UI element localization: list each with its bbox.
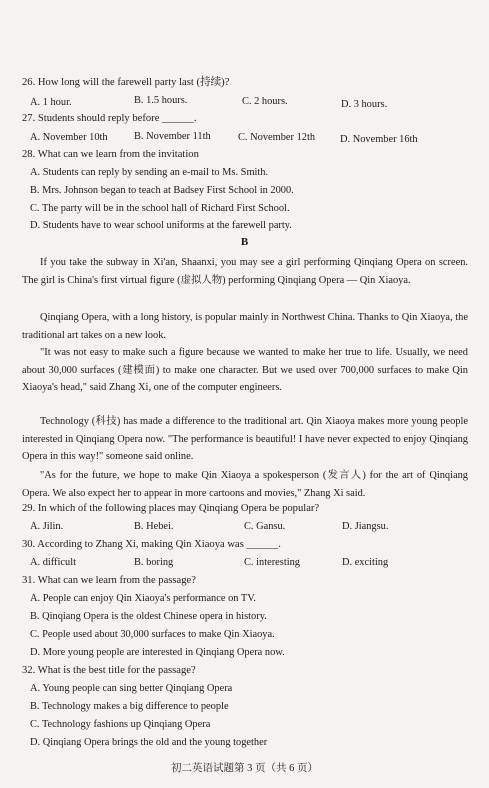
page-footer: 初二英语试题第 3 页（共 6 页） <box>171 763 318 774</box>
q28-option-c: C. The party will be in the school hall of Richard First School. <box>30 203 290 214</box>
q28-option-a: A. Students can reply by sending an e-mail to Ms. Smith. <box>30 167 269 178</box>
question-31-stem: 31. What can we learn from the passage? <box>22 575 196 586</box>
passage-paragraph-1: If you take the subway in Xi'an, Shaanxi, you may see a girl performing Qinqiang Opera on screen. The girl is China's first virtual figure (虚拟人物) performing Qinqiang Opera — Qin Xiaoya. <box>22 257 468 286</box>
q26-option-a: A. 1 hour. <box>30 97 72 108</box>
question-30-stem: 30. According to Zhang Xi, making Qin Xiaoya was ______. <box>22 539 281 550</box>
q32-option-a: A. Young people can sing better Qinqiang Opera <box>30 683 233 694</box>
q32-option-d: D. Qinqiang Opera brings the old and the young together <box>30 737 268 748</box>
q30-option-c: C. interesting <box>244 557 300 568</box>
q32-option-b: B. Technology makes a big difference to people <box>30 701 229 712</box>
q27-option-b: B. November 11th <box>134 131 211 142</box>
passage-paragraph-2: Qinqiang Opera, with a long history, is popular mainly in Northwest China. Thanks to Qin Xiaoya, the traditional art takes on a new look. <box>22 312 468 341</box>
question-32-stem: 32. What is the best title for the passage? <box>22 665 196 676</box>
q26-option-d: D. 3 hours. <box>341 99 388 110</box>
question-28-stem: 28. What can we learn from the invitation <box>22 149 199 160</box>
q30-option-a: A. difficult <box>30 557 76 568</box>
q31-option-c: C. People used about 30,000 surfaces to make Qin Xiaoya. <box>30 629 275 640</box>
q26-option-c: C. 2 hours. <box>242 96 288 107</box>
q28-option-d: D. Students have to wear school uniforms at the farewell party. <box>30 220 292 231</box>
q31-option-d: D. More young people are interested in Qinqiang Opera now. <box>30 647 285 658</box>
section-b-title: B <box>240 236 249 248</box>
q30-option-d: D. exciting <box>342 557 389 568</box>
q29-option-c: C. Gansu. <box>244 521 286 532</box>
q32-option-c: C. Technology fashions up Qinqiang Opera <box>30 719 211 730</box>
q27-option-c: C. November 12th <box>238 132 316 143</box>
q29-option-d: D. Jiangsu. <box>342 521 389 532</box>
q30-option-b: B. boring <box>134 557 174 568</box>
q26-option-b: B. 1.5 hours. <box>134 95 188 106</box>
q27-option-a: A. November 10th <box>30 132 108 143</box>
passage-paragraph-5: "As for the future, we hope to make Qin Xiaoya a spokesperson (发言人) for the art of Qinqiang Opera. We also expect her to appear in more cartoons and movies," Zhang Xi said. <box>22 470 468 499</box>
question-27-stem: 27. Students should reply before ______. <box>22 113 197 124</box>
q29-option-b: B. Hebei. <box>134 521 174 532</box>
q31-option-b: B. Qinqiang Opera is the oldest Chinese opera in history. <box>30 611 267 622</box>
q31-option-a: A. People can enjoy Qin Xiaoya's performance on TV. <box>30 593 256 604</box>
question-26-stem: 26. How long will the farewell party last (持续)? <box>22 77 230 88</box>
passage-paragraph-3: "It was not easy to make such a figure because we wanted to make her true to life. Usually, we need about 30,000 surfaces (建模面) to make one character. But we used over 700,000 surfaces to make Qin Xiaoya's head," said Zhang Xi, one of the computer engineers. <box>22 347 468 394</box>
passage-paragraph-4: Technology (科技) has made a difference to the traditional art. Qin Xiaoya makes more young people interested in Qinqiang Opera now. "The performance is beautiful! I have never expected to enjoy Qinqiang Opera in this way!" someone said online. <box>22 416 468 463</box>
q28-option-b: B. Mrs. Johnson began to teach at Badsey First School in 2000. <box>30 185 294 196</box>
q27-option-d: D. November 16th <box>340 134 418 145</box>
q29-option-a: A. Jilin. <box>30 521 64 532</box>
question-29-stem: 29. In which of the following places may Qinqiang Opera be popular? <box>22 503 320 514</box>
